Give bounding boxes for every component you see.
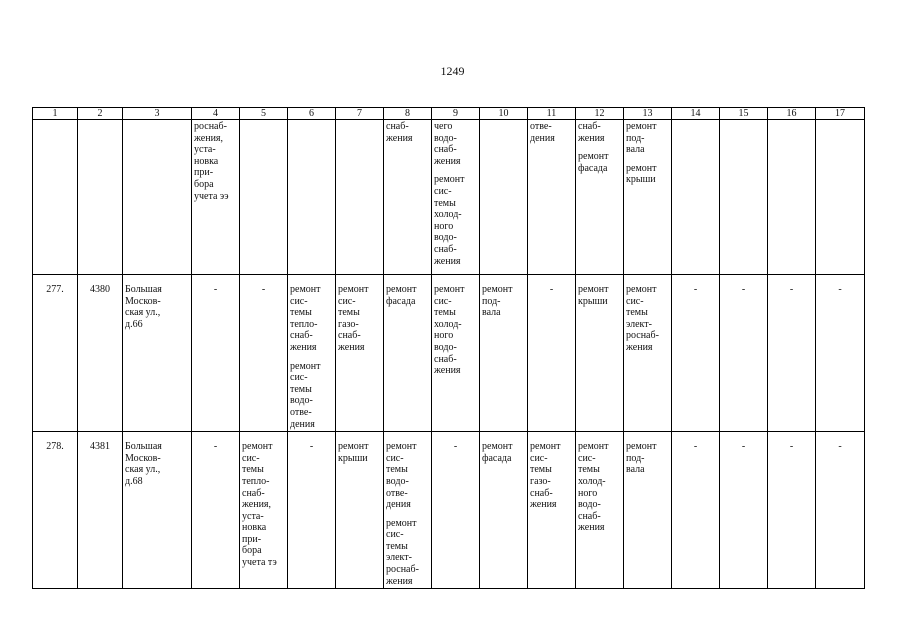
- table-cell: [336, 432, 384, 589]
- table-cell: [336, 275, 384, 432]
- column-header-3: 3: [123, 108, 192, 120]
- cell-text-line: элект-: [386, 552, 412, 564]
- paragraph-gap: [626, 156, 669, 163]
- cell-text-line: ремонт: [434, 284, 465, 295]
- table-cell: [432, 120, 480, 275]
- cell-text-line: -: [309, 441, 314, 453]
- cell-text-line: сис-: [290, 295, 308, 307]
- table-cell: [123, 275, 192, 432]
- cell-text-line: ская ул.,: [125, 307, 161, 319]
- cell-text-line: ремонт: [386, 284, 417, 295]
- cell-text-line: -: [789, 284, 794, 295]
- table-cell: [816, 275, 865, 432]
- table-cell: [432, 275, 480, 432]
- cell-text-line: вала: [626, 464, 645, 476]
- table-cell: [384, 275, 432, 432]
- cell-text-line: элект-: [626, 318, 652, 330]
- column-header-5: 5: [240, 108, 288, 120]
- table-cell: [192, 120, 240, 275]
- cell-text-line: вала: [482, 307, 501, 319]
- cell-text-line: под-: [482, 295, 501, 307]
- cell-text-line: холод-: [578, 475, 606, 487]
- cell-text-line: вала: [626, 144, 645, 156]
- column-header-7: 7: [336, 108, 384, 120]
- cell-text-line: отве-: [530, 121, 552, 132]
- cell-text-line: темы: [386, 540, 408, 552]
- cell-text-line: -: [213, 284, 218, 295]
- table-cell: [720, 432, 768, 589]
- table-cell: [336, 120, 384, 275]
- cell-text-line: уста-: [194, 144, 216, 156]
- column-header-14: 14: [672, 108, 720, 120]
- table-cell: [816, 432, 865, 589]
- cell-text-line: ремонт: [626, 441, 657, 453]
- cell-text-line: фасада: [578, 162, 608, 174]
- table-cell: [576, 120, 624, 275]
- column-header-11: 11: [528, 108, 576, 120]
- repair-schedule-table: [32, 107, 865, 589]
- table-cell: [672, 120, 720, 275]
- cell-text-line: ремонт: [626, 121, 657, 132]
- cell-text-line: сис-: [338, 295, 356, 307]
- cell-text-line: снаб-: [386, 121, 409, 132]
- cell-text-line: снаб-: [578, 121, 601, 132]
- cell-text-line: ская ул.,: [125, 464, 161, 476]
- cell-text-line: отве-: [386, 487, 408, 499]
- cell-text-line: жения: [530, 499, 557, 511]
- table-cell: [123, 432, 192, 589]
- cell-text-line: жения: [290, 341, 317, 353]
- cell-text-line: уста-: [242, 510, 264, 522]
- paragraph-gap: [290, 354, 333, 361]
- cell-text-line: ного: [434, 330, 454, 342]
- cell-text-line: учета ээ: [194, 190, 229, 202]
- table-cell: [624, 275, 672, 432]
- column-header-16: 16: [768, 108, 816, 120]
- cell-text-line: сис-: [242, 452, 260, 464]
- cell-text-line: Москов-: [125, 295, 161, 307]
- cell-text-line: темы: [530, 464, 552, 476]
- cell-text-line: снаб-: [530, 487, 553, 499]
- cell-text-line: -: [693, 441, 698, 453]
- table-row: [33, 432, 865, 589]
- page-number: 1249: [440, 64, 465, 78]
- cell-text-line: Большая: [125, 441, 162, 453]
- column-header-1: 1: [33, 108, 78, 120]
- cell-text-line: роснаб-: [626, 330, 659, 342]
- cell-text-line: дения: [290, 418, 315, 430]
- paragraph-gap: [434, 167, 477, 174]
- cell-text-line: -: [789, 441, 794, 453]
- column-header-10: 10: [480, 108, 528, 120]
- cell-text-line: сис-: [530, 452, 548, 464]
- cell-text-line: ремонт: [290, 284, 321, 295]
- cell-text-line: жения,: [242, 499, 272, 511]
- column-header-9: 9: [432, 108, 480, 120]
- cell-text-line: темы: [386, 464, 408, 476]
- cell-text-line: -: [453, 441, 458, 453]
- cell-text-line: водо-: [434, 341, 457, 353]
- cell-text-line: сис-: [434, 295, 452, 307]
- cell-text-line: ремонт: [626, 162, 657, 174]
- cell-text-line: под-: [626, 132, 645, 144]
- cell-text-line: сис-: [434, 185, 452, 197]
- table-cell: [192, 275, 240, 432]
- cell-text-line: дения: [386, 499, 411, 511]
- paragraph-gap: [578, 144, 621, 151]
- cell-text-line: ремонт: [482, 284, 513, 295]
- header-row: [33, 108, 865, 120]
- cell-text-line: жения: [578, 522, 605, 534]
- cell-text-line: крыши: [626, 174, 656, 186]
- table-cell: [78, 120, 123, 275]
- column-header-12: 12: [576, 108, 624, 120]
- cell-text-line: д.66: [125, 318, 143, 330]
- cell-text-line: -: [213, 441, 218, 453]
- cell-text-line: жения: [386, 575, 413, 587]
- cell-text-line: водо-: [434, 232, 457, 244]
- cell-text-line: -: [741, 284, 746, 295]
- cell-text-line: под-: [626, 452, 645, 464]
- table-cell: [33, 120, 78, 275]
- table-cell: [672, 275, 720, 432]
- cell-text-line: жения: [386, 132, 413, 144]
- cell-text-line: газо-: [338, 318, 359, 330]
- table-cell: [240, 275, 288, 432]
- cell-text-line: новка: [242, 522, 267, 534]
- table-cell: [768, 275, 816, 432]
- cell-text-line: -: [838, 284, 842, 295]
- cell-text-line: -: [741, 441, 746, 453]
- cell-text-line: ремонт: [386, 441, 417, 453]
- table-cell: [672, 432, 720, 589]
- cell-text-line: ремонт: [290, 360, 321, 372]
- table-cell: [624, 120, 672, 275]
- cell-text-line: Большая: [125, 284, 162, 295]
- cell-text-line: ремонт: [434, 174, 465, 186]
- table-cell: [240, 120, 288, 275]
- cell-text-line: сис-: [626, 295, 644, 307]
- cell-text-line: 277.: [46, 284, 64, 295]
- cell-text-line: крыши: [338, 452, 368, 464]
- cell-text-line: снаб-: [434, 353, 457, 365]
- cell-text-line: -: [693, 284, 698, 295]
- column-header-13: 13: [624, 108, 672, 120]
- column-header-2: 2: [78, 108, 123, 120]
- cell-text-line: ремонт: [626, 284, 657, 295]
- table-cell: [528, 432, 576, 589]
- cell-text-line: жения: [434, 365, 461, 377]
- cell-text-line: снаб-: [434, 243, 457, 255]
- column-header-8: 8: [384, 108, 432, 120]
- table-cell: [288, 275, 336, 432]
- cell-text-line: при-: [194, 167, 214, 179]
- table-cell: [720, 120, 768, 275]
- table-cell: [33, 432, 78, 589]
- cell-text-line: водо-: [290, 395, 313, 407]
- cell-text-line: ремонт: [338, 441, 369, 453]
- table-cell: [384, 432, 432, 589]
- cell-text-line: ремонт: [578, 151, 609, 163]
- table-cell: [768, 120, 816, 275]
- cell-text-line: ремонт: [530, 441, 561, 453]
- table-row: [33, 275, 865, 432]
- table-cell: [576, 432, 624, 589]
- cell-text-line: 4380: [90, 284, 110, 295]
- cell-text-line: крыши: [578, 295, 608, 307]
- column-header-4: 4: [192, 108, 240, 120]
- cell-text-line: фасада: [386, 295, 416, 307]
- cell-text-line: снаб-: [290, 330, 313, 342]
- table-cell: [480, 275, 528, 432]
- cell-text-line: жения: [434, 255, 461, 267]
- cell-text-line: сис-: [386, 452, 404, 464]
- column-header-17: 17: [816, 108, 865, 120]
- cell-text-line: темы: [290, 307, 312, 319]
- cell-text-line: тепло-: [242, 475, 270, 487]
- table-row: [33, 120, 865, 275]
- cell-text-line: темы: [434, 307, 456, 319]
- cell-text-line: темы: [242, 464, 264, 476]
- cell-text-line: темы: [578, 464, 600, 476]
- cell-text-line: ного: [578, 487, 598, 499]
- cell-text-line: холод-: [434, 318, 462, 330]
- table-cell: [768, 432, 816, 589]
- cell-text-line: сис-: [386, 529, 404, 541]
- cell-text-line: холод-: [434, 209, 462, 221]
- cell-text-line: снаб-: [242, 487, 265, 499]
- table-cell: [78, 275, 123, 432]
- cell-text-line: 4381: [90, 441, 110, 453]
- cell-text-line: снаб-: [434, 144, 457, 156]
- cell-text-line: ремонт: [386, 517, 417, 529]
- cell-text-line: фасада: [482, 452, 512, 464]
- table-cell: [432, 432, 480, 589]
- table-cell: [78, 432, 123, 589]
- cell-text-line: жения: [578, 132, 605, 144]
- cell-text-line: бора: [194, 178, 214, 190]
- table-cell: [816, 120, 865, 275]
- table-cell: [288, 120, 336, 275]
- table-cell: [480, 432, 528, 589]
- column-header-15: 15: [720, 108, 768, 120]
- cell-text-line: водо-: [386, 475, 409, 487]
- table-cell: [384, 120, 432, 275]
- cell-text-line: 278.: [46, 441, 64, 453]
- cell-text-line: темы: [434, 197, 456, 209]
- cell-text-line: снаб-: [578, 510, 601, 522]
- cell-text-line: бора: [242, 545, 262, 557]
- table-cell: [528, 120, 576, 275]
- cell-text-line: -: [549, 284, 554, 295]
- cell-text-line: жения,: [194, 132, 224, 144]
- table-cell: [624, 432, 672, 589]
- cell-text-line: ного: [434, 220, 454, 232]
- cell-text-line: ремонт: [578, 441, 609, 453]
- paragraph-gap: [386, 511, 429, 518]
- cell-text-line: новка: [194, 155, 219, 167]
- table-cell: [240, 432, 288, 589]
- table-cell: [528, 275, 576, 432]
- table-cell: [576, 275, 624, 432]
- cell-text-line: ремонт: [578, 284, 609, 295]
- table-cell: [192, 432, 240, 589]
- cell-text-line: темы: [626, 307, 648, 319]
- cell-text-line: дения: [530, 132, 555, 144]
- table-cell: [123, 120, 192, 275]
- cell-text-line: при-: [242, 533, 262, 545]
- table-cell: [33, 275, 78, 432]
- cell-text-line: д.68: [125, 475, 143, 487]
- cell-text-line: Москов-: [125, 452, 161, 464]
- cell-text-line: газо-: [530, 475, 551, 487]
- cell-text-line: темы: [290, 383, 312, 395]
- cell-text-line: темы: [338, 307, 360, 319]
- table-cell: [480, 120, 528, 275]
- cell-text-line: тепло-: [290, 318, 318, 330]
- cell-text-line: жения: [434, 155, 461, 167]
- cell-text-line: ремонт: [482, 441, 513, 453]
- cell-text-line: -: [838, 441, 842, 453]
- cell-text-line: ремонт: [242, 441, 273, 453]
- cell-text-line: снаб-: [338, 330, 361, 342]
- table-cell: [720, 275, 768, 432]
- cell-text-line: водо-: [434, 132, 457, 144]
- cell-text-line: жения: [626, 341, 653, 353]
- cell-text-line: водо-: [578, 499, 601, 511]
- cell-text-line: жения: [338, 341, 365, 353]
- cell-text-line: ремонт: [338, 284, 369, 295]
- column-header-6: 6: [288, 108, 336, 120]
- cell-text-line: сис-: [578, 452, 596, 464]
- cell-text-line: отве-: [290, 406, 312, 418]
- cell-text-line: учета тэ: [242, 557, 277, 569]
- cell-text-line: роснаб-: [386, 564, 419, 576]
- cell-text-line: роснаб-: [194, 121, 227, 132]
- table-cell: [288, 432, 336, 589]
- cell-text-line: -: [261, 284, 266, 295]
- cell-text-line: сис-: [290, 372, 308, 384]
- cell-text-line: чего: [434, 121, 453, 132]
